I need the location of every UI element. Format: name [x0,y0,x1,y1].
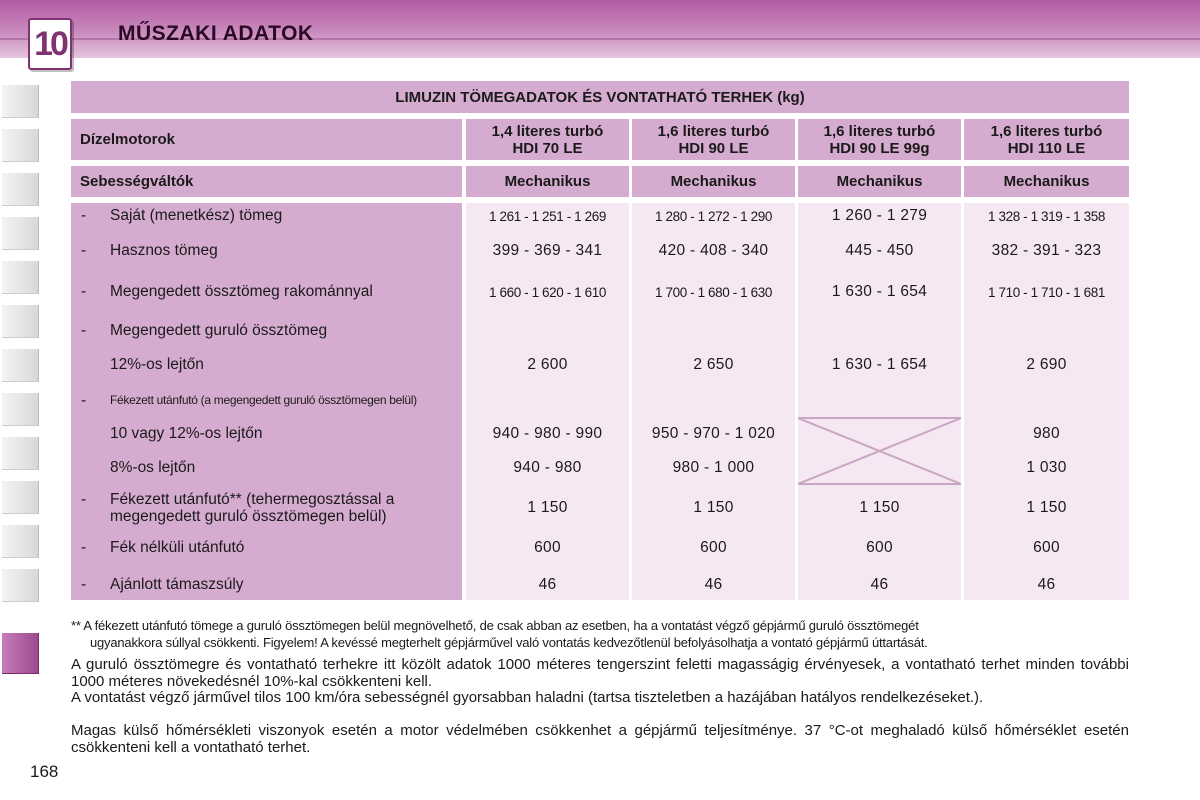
chapter-badge: 10 [28,18,72,70]
row-label: 10 vagy 12%-os lejtőn [110,425,263,442]
chapter-tab[interactable] [2,305,39,338]
chapter-tab[interactable] [2,85,39,118]
row-bullet: - [81,242,87,259]
table-cell: 1 660 - 1 620 - 1 610 [489,285,606,300]
table-cell: 399 - 369 - 341 [492,242,603,259]
row-bullet: - [81,322,87,339]
table-cell: 46 [538,576,557,593]
gearbox-cell: Mechanikus [964,166,1129,197]
table-cell: 600 [1033,539,1060,556]
paragraph: Magas külső hőmérsékleti viszonyok esetén a motor védelmében csökkenhet a gépjármű teljesítménye. 37 °C-ot meghaladó külső hőmérséklet esetén csökkenteni kell a vontatható terhet. [71,722,1129,756]
row-label: Megengedett össztömeg rakománnyal [110,283,373,300]
row-bullet: - [81,283,87,300]
table-cell: 46 [704,576,723,593]
gearbox-cell: Mechanikus [466,166,629,197]
engine-variant: HDI 110 LE [1007,139,1086,157]
engine-variant: HDI 90 LE 99g [829,139,930,157]
table-cell: 2 690 [1026,356,1067,373]
chapter-tab[interactable] [2,217,39,250]
row-bullet: - [81,539,87,556]
engine-header-label: Dízelmotorok [71,119,462,160]
table-cell: 1 710 - 1 710 - 1 681 [988,285,1105,300]
engine-name: 1,4 literes turbó [491,122,604,140]
table-cell: 940 - 980 - 990 [492,425,603,442]
engine-name: 1,6 literes turbó [823,122,936,140]
footnote-line: ** A fékezett utánfutó tömege a guruló össztömegen belül megnövelhető, de csak abban az esetben, ha a vontatást végző gépjármű guruló össztömegét [71,618,919,633]
row-label: 8%-os lejtőn [110,459,196,476]
row-label: Fékezett utánfutó** (tehermegosztással a [110,491,395,508]
chapter-tab[interactable] [2,569,39,602]
footnote-line: ugyanakkora súllyal csökkenti. Figyelem! A kevéssé megterhelt gépjárművel való vontatás kedvezőtlenül befolyásolhatja a vontató gépjármű úttartását. [90,635,928,650]
table-cell: 600 [866,539,893,556]
row-label-continued: megengedett guruló össztömegen belül) [110,508,387,525]
table-title: LIMUZIN TÖMEGADATOK ÉS VONTATHATÓ TERHEK (kg) [71,81,1129,113]
table-cell: 382 - 391 - 323 [991,242,1102,259]
table-cell: 600 [534,539,561,556]
row-label: Ajánlott támaszsúly [110,576,244,593]
footnote [71,617,1131,651]
table-cell: 1 630 - 1 654 [831,356,928,373]
row-label: Fékezett utánfutó (a megengedett guruló össztömegen belül) [110,393,417,407]
row-bullet: - [81,576,87,593]
table-cell: 1 630 - 1 654 [831,283,928,300]
page-number: 168 [30,762,59,781]
table-cell: 1 261 - 1 251 - 1 269 [489,209,606,224]
table-cell: 1 280 - 1 272 - 1 290 [655,209,772,224]
engine-variant: HDI 70 LE [512,139,583,157]
table-cell: 46 [1037,576,1056,593]
table-cell: 1 700 - 1 680 - 1 630 [655,285,772,300]
chapter-tab-active[interactable] [2,633,39,674]
chapter-tab[interactable] [2,481,39,514]
chapter-tab[interactable] [2,525,39,558]
chapter-tab[interactable] [2,173,39,206]
paragraph: A vontatást végző járművel tilos 100 km/óra sebességnél gyorsabban haladni (tartsa tiszteletben a hazájában hatályos rendelkezéseket.). [71,689,984,706]
gearbox-cell: Mechanikus [798,166,961,197]
chapter-tab[interactable] [2,129,39,162]
table-cell: 46 [870,576,889,593]
row-bullet: - [81,207,87,224]
not-applicable-cross [798,416,961,486]
engine-header-cell [466,119,629,160]
table-cell: 1 030 [1026,459,1067,476]
engine-name: 1,6 literes turbó [657,122,770,140]
table-cell: 2 650 [693,356,734,373]
table-cell: 950 - 970 - 1 020 [651,425,776,442]
chapter-tab[interactable] [2,437,39,470]
table-cell: 600 [700,539,727,556]
engine-variant: HDI 90 LE [678,139,749,157]
table-cell: 2 600 [527,356,568,373]
table-cell: 445 - 450 [845,242,914,259]
table-cell: 1 150 [693,499,734,516]
chapter-tab[interactable] [2,349,39,382]
row-label: Megengedett guruló össztömeg [110,322,328,339]
row-label: Hasznos tömeg [110,242,218,259]
engine-header-cell [632,119,795,160]
row-bullet: - [81,491,87,508]
row-bullet: - [81,392,87,409]
gearbox-header-label: Sebességváltók [71,166,462,197]
table-cell: 980 [1033,425,1060,442]
chapter-tab[interactable] [2,393,39,426]
paragraph: A guruló össztömegre és vontatható terhekre itt közölt adatok 1000 méteres tengerszint feletti magasságig érvényesek, a vontatható terhet minden további 1000 méteres növekedésnél 10%-kal csökkenteni kell. [71,656,1129,690]
chapter-tab[interactable] [2,261,39,294]
engine-name: 1,6 literes turbó [990,122,1103,140]
row-label: Fék nélküli utánfutó [110,539,245,556]
row-label: Saját (menetkész) tömeg [110,207,283,224]
table-cell: 420 - 408 - 340 [658,242,769,259]
table-cell: 940 - 980 [513,459,582,476]
table-cell: 1 260 - 1 279 [831,207,928,224]
page-title: MŰSZAKI ADATOK [118,22,314,45]
table-cell: 1 150 [1026,499,1067,516]
row-label: 12%-os lejtőn [110,356,204,373]
chapter-tabs [0,85,40,710]
engine-header-cell [798,119,961,160]
table-cell: 1 150 [527,499,568,516]
table-cell: 1 328 - 1 319 - 1 358 [988,209,1105,224]
engine-header-cell [964,119,1129,160]
gearbox-cell: Mechanikus [632,166,795,197]
table-cell: 980 - 1 000 [672,459,755,476]
table-cell: 1 150 [859,499,900,516]
